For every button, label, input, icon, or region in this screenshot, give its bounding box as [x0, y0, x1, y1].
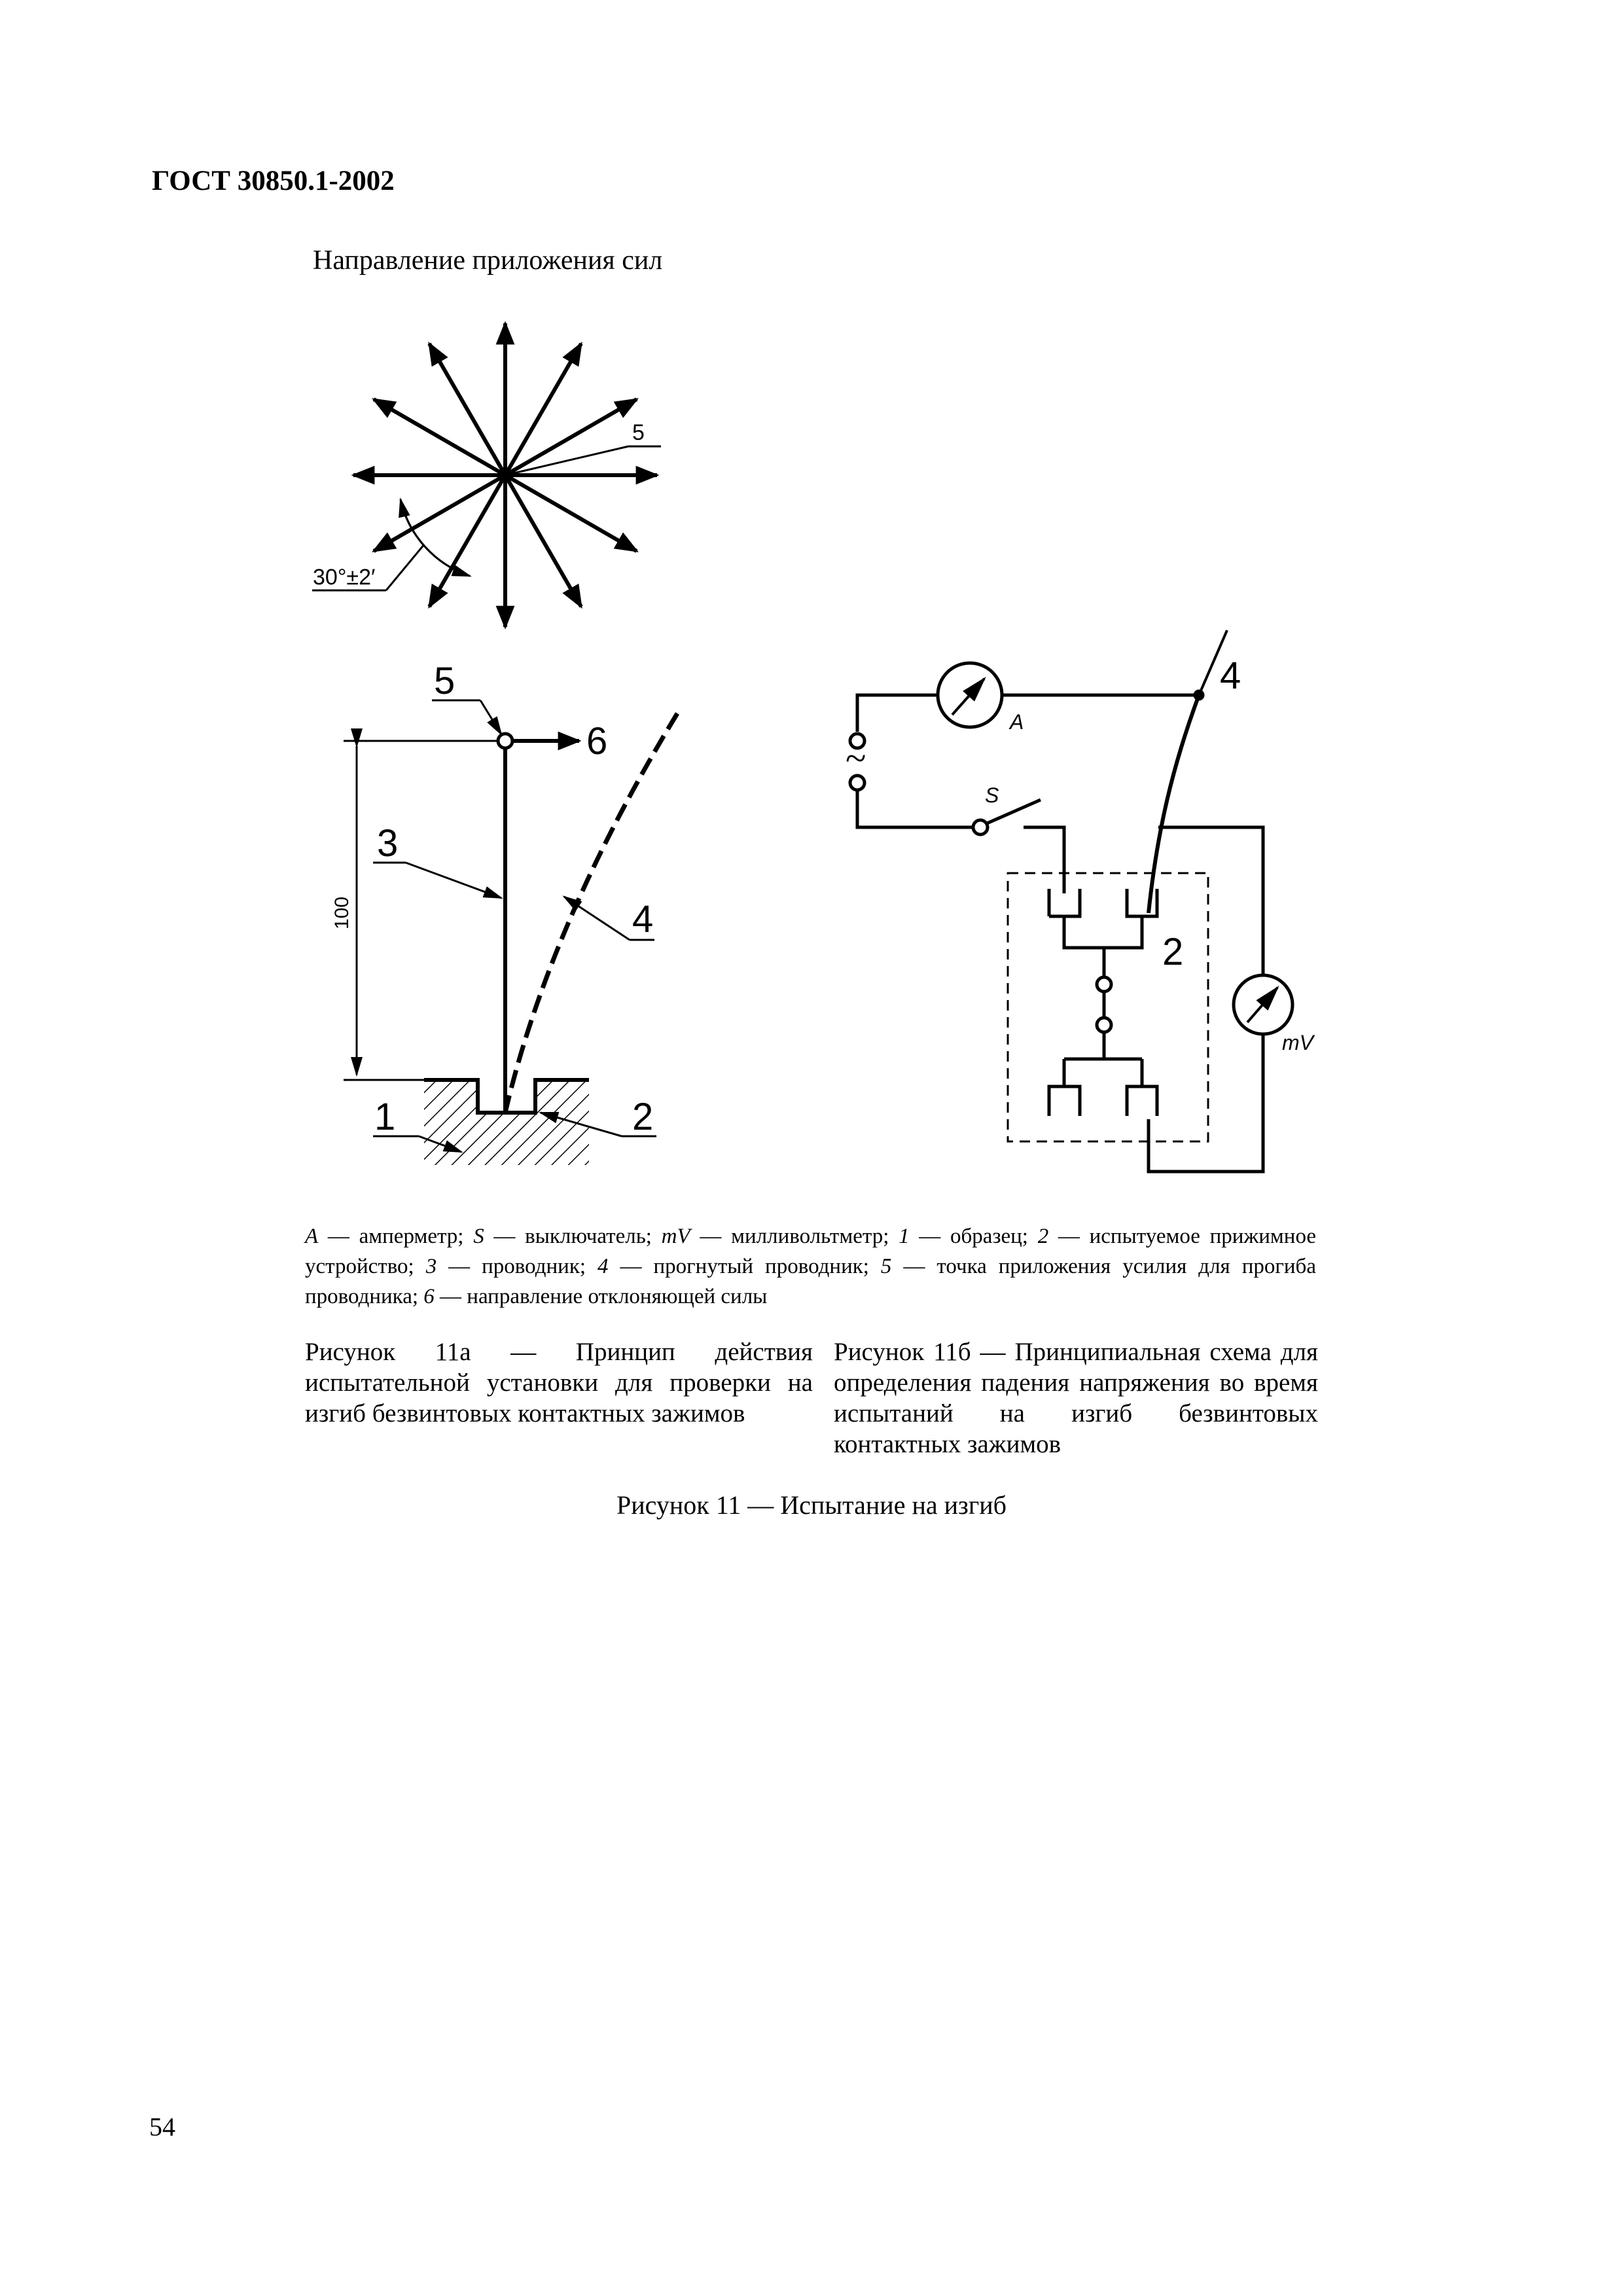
legend-symbol: 3 [425, 1255, 437, 1278]
fig11b-label-4: 4 [1220, 655, 1241, 697]
legend-item: mV — милливольтметр; [661, 1225, 899, 1248]
legend-symbol: 2 [1037, 1225, 1049, 1248]
legend-symbol: 4 [597, 1255, 609, 1278]
legend-item: 1 — образец; [899, 1225, 1038, 1248]
angle-label: 30°±2′ [313, 565, 376, 590]
legend-symbol: mV [661, 1225, 690, 1248]
caption-figure-11b: Рисунок 11б — Принципиальная схема для определения падения напряжения во время испытаний на изгиб безвинтовых контактных зажимов [834, 1338, 1318, 1458]
fig11b-label-2: 2 [1162, 931, 1184, 973]
ac-source-symbol: ~ [846, 737, 866, 780]
legend-item: 6 — направление отклоняющей силы [423, 1285, 768, 1308]
ammeter-label: A [1010, 710, 1024, 734]
fig11b-circuit [857, 630, 1263, 1172]
dimension-value: 100 [331, 896, 353, 929]
legend-item: 5 — точка приложения усилия для прогиба проводника; [305, 1255, 1316, 1308]
legend-item: 2 — испытуемое прижимное устройство; [305, 1225, 1316, 1278]
figure-legend [305, 1221, 1316, 1312]
fig11a-label-4: 4 [632, 898, 654, 941]
caption-figure-11: Рисунок 11 — Испытание на изгиб [616, 1490, 1007, 1520]
fig11a-label-1: 1 [374, 1096, 396, 1138]
caption-figure-11a: Рисунок 11а — Принцип действия испытательной установки для проверки на изгиб безвинтовых контактных зажимов [305, 1338, 813, 1427]
legend-symbol: 5 [880, 1255, 892, 1278]
force-point [498, 734, 512, 748]
clamp-node-top [1097, 977, 1111, 992]
millivoltmeter-label: mV [1282, 1031, 1313, 1054]
legend-symbol: 1 [899, 1225, 910, 1248]
fig11a-label-2: 2 [632, 1096, 654, 1138]
fig11a-label-3: 3 [377, 822, 399, 865]
fig11a-label-5: 5 [434, 660, 455, 702]
star-point-label: 5 [632, 420, 645, 445]
fig11a-label-6: 6 [586, 720, 608, 762]
legend-item: S — выключатель; [473, 1225, 662, 1248]
legend-symbol: 6 [423, 1285, 435, 1308]
clamp-box [1008, 873, 1208, 1141]
legend-symbol: S [473, 1225, 484, 1248]
legend-item: A — амперметр; [305, 1225, 474, 1248]
legend-item: 4 — прогнутый проводник; [597, 1255, 881, 1278]
clamp-node-bottom [1097, 1018, 1111, 1032]
switch-contact [973, 820, 988, 834]
force-direction-title: Направление приложения сил [313, 245, 663, 276]
bent-conductor-b [1149, 695, 1199, 913]
legend-item: 3 — проводник; [425, 1255, 598, 1278]
page-number: 54 [149, 2112, 175, 2142]
switch-label: S [985, 783, 999, 807]
legend-symbol: A [305, 1225, 319, 1248]
standard-code: ГОСТ 30850.1-2002 [152, 166, 395, 196]
